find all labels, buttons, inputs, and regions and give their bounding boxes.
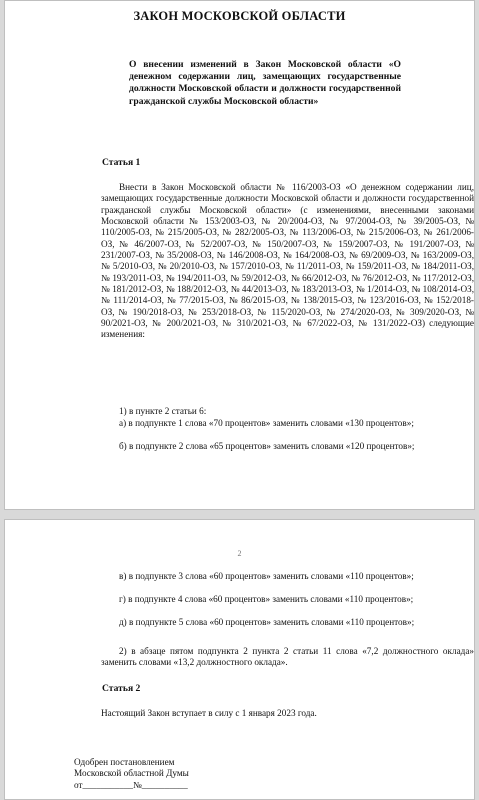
subpoint-b: б) в подпункте 2 слова «65 процентов» заменить словами «120 процентов»; [119,441,415,451]
subpoint-g: г) в подпункте 4 слова «60 процентов» заменить словами «110 процентов»; [119,594,414,604]
article-2-text: Настоящий Закон вступает в силу с 1 января 2023 года. [101,708,317,718]
article-1-heading: Статья 1 [102,157,141,168]
point-1: 1) в пункте 2 статьи 6: [119,406,207,416]
approval-line-1: Одобрен постановлением [74,757,175,767]
subpoint-d: д) в подпункте 5 слова «60 процентов» заменить словами «110 процентов»; [119,617,415,627]
subpoint-v: в) в подпункте 3 слова «60 процентов» заменить словами «110 процентов»; [119,571,414,581]
page-number: 2 [237,549,242,558]
document-page-1 [4,0,475,510]
approval-line-3: от___________№__________ [74,779,188,790]
subpoint-a: а) в подпункте 1 слова «70 процентов» заменить словами «130 процентов»; [119,418,414,428]
article-1-intro: Внести в Закон Московской области № 116/2003-ОЗ «О денежном содержании лиц, замещающих государственные должности Московской области и должности государственной гражданской службы Московской области» (с изменениями, внесенными законами Московской области № 153/2003-ОЗ, № 20/2004-ОЗ, № 97/2004-ОЗ, № 39/2005-ОЗ, № 110/2005-ОЗ, № 215/2005-ОЗ, № 282/2005-ОЗ, № 113/2006-ОЗ, № 215/2006-ОЗ, № 261/2006-ОЗ, № 46/2007-ОЗ, № 52/2007-ОЗ, № 150/2007-ОЗ, № 159/2007-ОЗ, № 191/2007-ОЗ, № 231/2007-ОЗ, № 35/2008-ОЗ, № 146/2008-ОЗ, № 164/2008-ОЗ, № 69/2009-ОЗ, № 163/2009-ОЗ, № 5/2010-ОЗ, № 20/2010-ОЗ, № 157/2010-ОЗ, № 11/2011-ОЗ, № 159/2011-ОЗ, № 184/2011-ОЗ, № 193/2011-ОЗ, № 194/2011-ОЗ, № 59/2012-ОЗ, № 66/2012-ОЗ, № 76/2012-ОЗ, № 117/2012-ОЗ, № 181/2012-ОЗ, № 188/2012-ОЗ, № 44/2013-ОЗ, № 183/2013-ОЗ, № 1/2014-ОЗ, № 108/2014-ОЗ, № 111/2014-ОЗ, № 77/2015-ОЗ, № 86/2015-ОЗ, № 138/2015-ОЗ, № 123/2016-ОЗ, № 152/2018-ОЗ, № 190/2018-ОЗ, № 253/2018-ОЗ, № 115/2020-ОЗ, № 274/2020-ОЗ, № 309/2020-ОЗ, № 90/2021-ОЗ, № 200/2021-ОЗ, № 310/2021-ОЗ, № 67/2022-ОЗ, № 131/2022-ОЗ) следующие изменения: [101,182,474,340]
point-2: 2) в абзаце пятом подпункта 2 пункта 2 статьи 11 слова «7,2 должностного оклада» заменить словами «13,2 должностного оклада». [101,646,474,668]
approval-block [74,757,189,791]
law-title: ЗАКОН МОСКОВСКОЙ ОБЛАСТИ [133,9,346,23]
article-2-heading: Статья 2 [102,683,141,694]
law-subject: О внесении изменений в Закон Московской области «О денежном содержании лиц, замещающих государственные должности Московской области и должности государственной гражданской службы Московской области» [129,59,401,107]
document-page-2 [4,519,475,800]
approval-line-2: Московской областной Думы [74,768,189,779]
